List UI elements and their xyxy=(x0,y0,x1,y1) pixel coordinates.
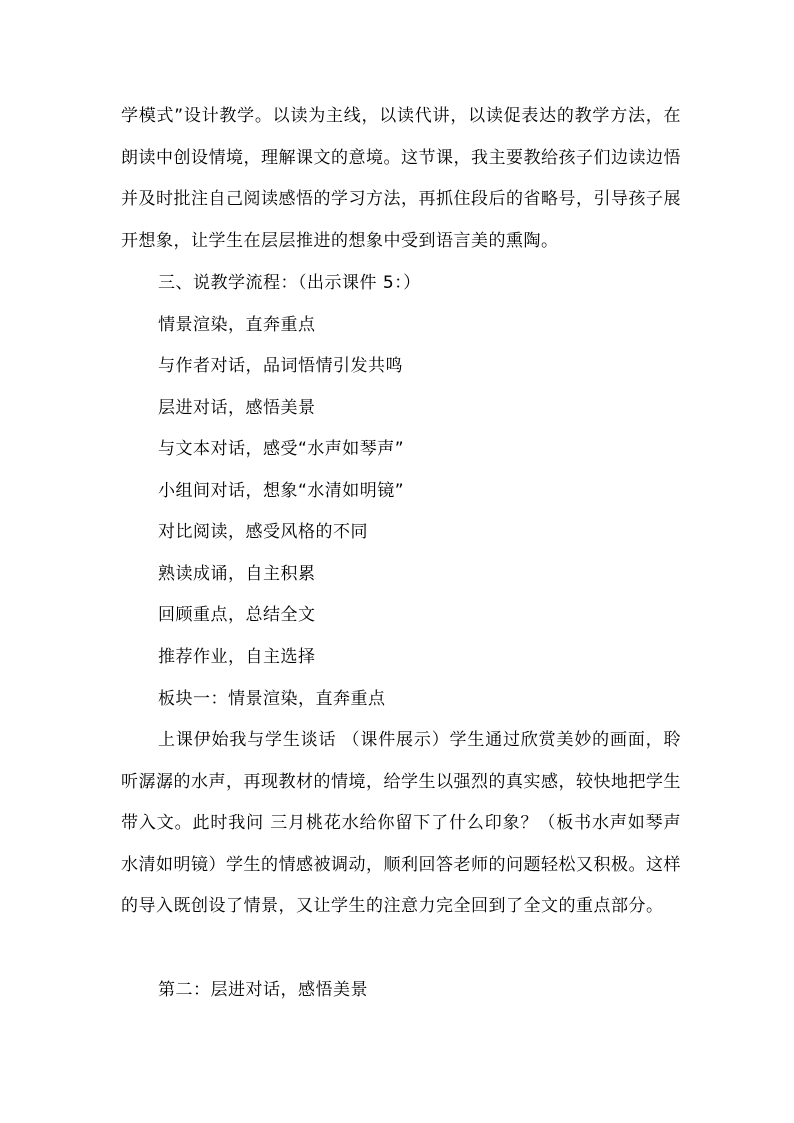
flow-item: 层进对话，感悟美景 xyxy=(158,398,316,418)
section-heading: 三、说教学流程：（出示课件 5：） xyxy=(158,273,421,293)
flow-item: 熟读成诵，自主积累 xyxy=(158,564,316,584)
paragraph-text: 上课伊始我与学生谈话 （课件展示）学生通过欣赏美妙的画面，聆听潺潺的水声，再现教材的情境，给学生以强烈的真实感，较快地把学生带入文。此时我问 三月桃花水给你留下了什么印象？（板书水声如琴声水清如明镜）学生的情感被调动，顺利回答老师的问题轻松又积极。这样的导入既创设了情景，又让学生的注意力完全回到了全文的重点部分。 xyxy=(121,730,681,916)
paragraph-text: 学模式”设计教学。以读为主线，以读代讲，以读促表达的教学方法，在朗读中创设情境，理解课文的意境。这节课，我主要教给孩子们边读边悟并及时批注自己阅读感悟的学习方法，再抓住段后的省略号，引导孩子展开想象，让学生在层层推进的想象中受到语言美的熏陶。 xyxy=(121,106,681,251)
block-one-heading: 板块一：情景渲染，直奔重点 xyxy=(158,689,386,709)
flow-item: 回顾重点，总结全文 xyxy=(158,605,316,625)
flow-item: 推荐作业，自主选择 xyxy=(158,647,316,667)
flow-item: 对比阅读，感受风格的不同 xyxy=(158,522,368,542)
block-two-heading: 第二：层进对话，感悟美景 xyxy=(158,980,368,1000)
intro-paragraph xyxy=(121,96,681,262)
flow-item: 小组间对话，想象“水清如明镜” xyxy=(158,481,405,501)
flow-item: 与文本对话，感受“水声如琴声” xyxy=(158,439,405,459)
flow-item: 情景渲染，直奔重点 xyxy=(158,315,316,335)
block-one-paragraph xyxy=(121,720,681,928)
flow-item: 与作者对话，品词悟情引发共鸣 xyxy=(158,356,403,376)
